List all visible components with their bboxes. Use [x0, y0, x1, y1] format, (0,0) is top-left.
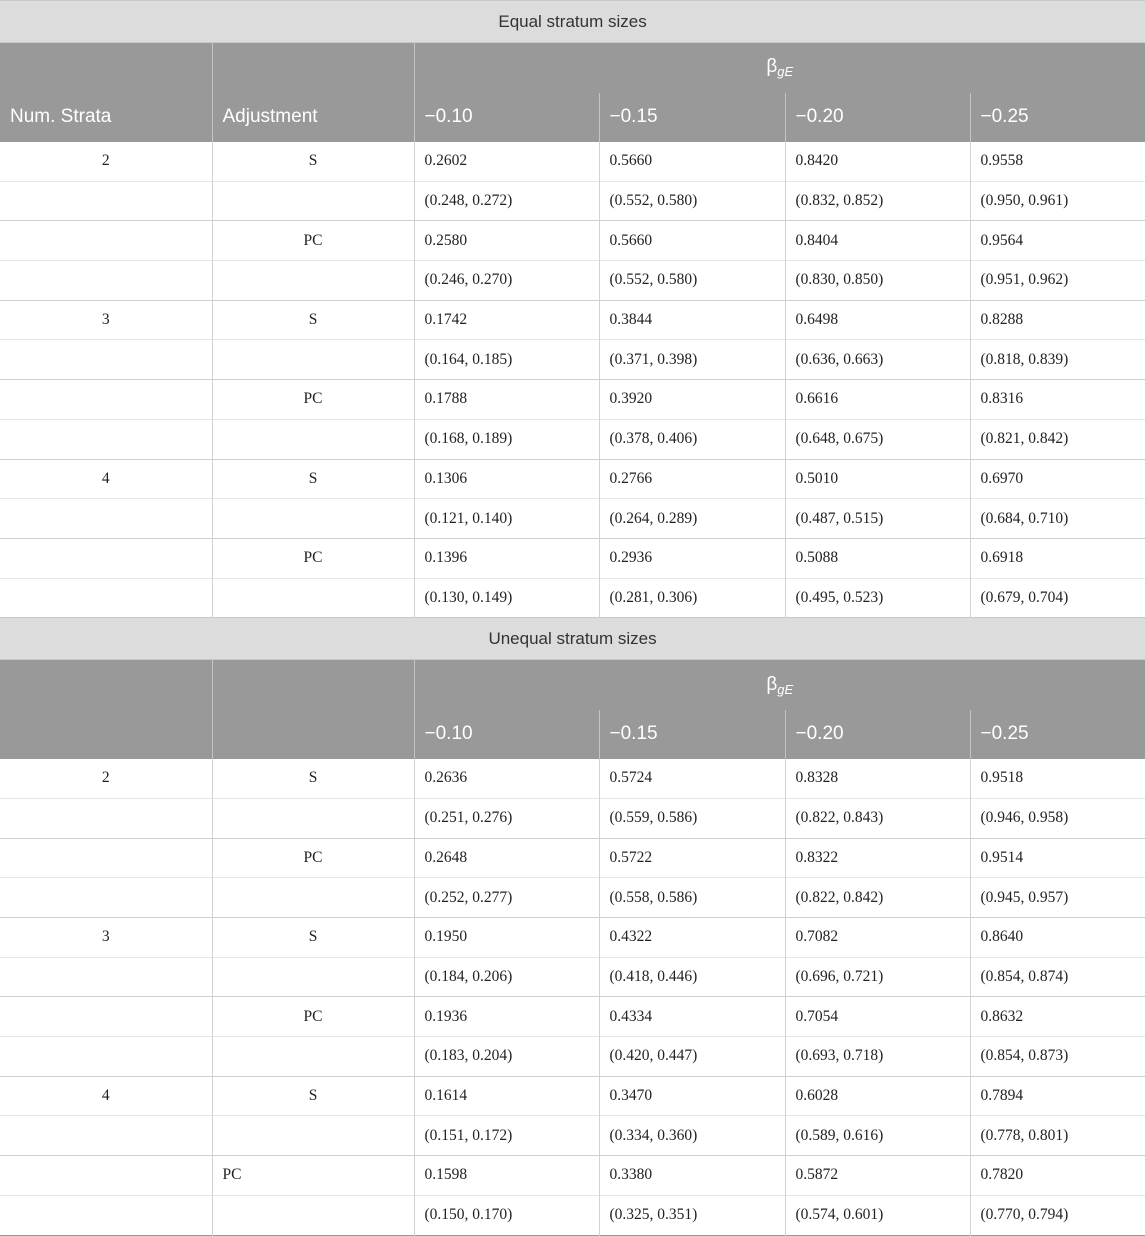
- power-value-cell: 0.5722: [599, 838, 785, 878]
- header-num-strata: [0, 710, 212, 759]
- header-adjustment: Adjustment: [212, 93, 414, 142]
- empty-cell: [212, 578, 414, 618]
- empty-cell: [212, 419, 414, 459]
- num-strata-cell: 3: [0, 300, 212, 340]
- confidence-interval-cell: (0.821, 0.842): [970, 419, 1145, 459]
- power-value-cell: 0.5724: [599, 759, 785, 799]
- table-row-ci: [0, 261, 1145, 301]
- confidence-interval-cell: (0.487, 0.515): [785, 499, 970, 539]
- section-title: Unequal stratum sizes: [0, 618, 1145, 660]
- power-value-cell: 0.3920: [599, 380, 785, 420]
- confidence-interval-cell: (0.121, 0.140): [414, 499, 599, 539]
- table-row-ci: [0, 578, 1145, 618]
- power-value-cell: 0.9518: [970, 759, 1145, 799]
- adjustment-cell: PC: [212, 380, 414, 420]
- confidence-interval-cell: (0.130, 0.149): [414, 578, 599, 618]
- table-row-ci: [0, 181, 1145, 221]
- confidence-interval-cell: (0.574, 0.601): [785, 1195, 970, 1235]
- confidence-interval-cell: (0.950, 0.961): [970, 181, 1145, 221]
- table-row-ci: [0, 1037, 1145, 1077]
- power-value-cell: 0.4334: [599, 997, 785, 1037]
- empty-cell: [0, 878, 212, 918]
- header-blank: [0, 660, 212, 710]
- power-value-cell: 0.8322: [785, 838, 970, 878]
- power-value-cell: 0.5088: [785, 538, 970, 578]
- power-value-cell: 0.6616: [785, 380, 970, 420]
- confidence-interval-cell: (0.648, 0.675): [785, 419, 970, 459]
- power-value-cell: 0.2766: [599, 459, 785, 499]
- num-strata-cell: [0, 838, 212, 878]
- beta-header: [414, 43, 1145, 93]
- confidence-interval-cell: (0.183, 0.204): [414, 1037, 599, 1077]
- confidence-interval-cell: (0.164, 0.185): [414, 340, 599, 380]
- power-value-cell: 0.6918: [970, 538, 1145, 578]
- adjustment-cell: S: [212, 459, 414, 499]
- confidence-interval-cell: (0.150, 0.170): [414, 1195, 599, 1235]
- confidence-interval-cell: (0.418, 0.446): [599, 957, 785, 997]
- power-value-cell: 0.5010: [785, 459, 970, 499]
- section-title-row: [0, 618, 1145, 660]
- confidence-interval-cell: (0.552, 0.580): [599, 261, 785, 301]
- confidence-interval-cell: (0.168, 0.189): [414, 419, 599, 459]
- section-title-row: [0, 1, 1145, 43]
- header-row-beta: [0, 660, 1145, 710]
- empty-cell: [0, 578, 212, 618]
- header-blank: [212, 43, 414, 93]
- confidence-interval-cell: (0.151, 0.172): [414, 1116, 599, 1156]
- num-strata-cell: 4: [0, 1076, 212, 1116]
- confidence-interval-cell: (0.246, 0.270): [414, 261, 599, 301]
- confidence-interval-cell: (0.684, 0.710): [970, 499, 1145, 539]
- table-row: [0, 997, 1145, 1037]
- confidence-interval-cell: (0.371, 0.398): [599, 340, 785, 380]
- empty-cell: [0, 957, 212, 997]
- empty-cell: [212, 1037, 414, 1077]
- table-row-ci: [0, 957, 1145, 997]
- confidence-interval-cell: (0.559, 0.586): [599, 798, 785, 838]
- confidence-interval-cell: (0.558, 0.586): [599, 878, 785, 918]
- adjustment-cell: S: [212, 142, 414, 182]
- power-value-cell: 0.7820: [970, 1156, 1145, 1196]
- table-row: [0, 300, 1145, 340]
- confidence-interval-cell: (0.325, 0.351): [599, 1195, 785, 1235]
- power-value-cell: 0.1950: [414, 918, 599, 958]
- power-value-cell: 0.6498: [785, 300, 970, 340]
- power-value-cell: 0.8288: [970, 300, 1145, 340]
- confidence-interval-cell: (0.264, 0.289): [599, 499, 785, 539]
- adjustment-cell: PC: [212, 838, 414, 878]
- power-value-cell: 0.1306: [414, 459, 599, 499]
- table-row-ci: [0, 499, 1145, 539]
- empty-cell: [0, 798, 212, 838]
- table-row-ci: [0, 1195, 1145, 1235]
- power-value-cell: 0.2580: [414, 221, 599, 261]
- empty-cell: [212, 181, 414, 221]
- confidence-interval-cell: (0.832, 0.852): [785, 181, 970, 221]
- adjustment-cell: PC: [212, 221, 414, 261]
- power-value-cell: 0.9514: [970, 838, 1145, 878]
- confidence-interval-cell: (0.822, 0.843): [785, 798, 970, 838]
- header-beta-value: −0.25: [970, 93, 1145, 142]
- confidence-interval-cell: (0.693, 0.718): [785, 1037, 970, 1077]
- adjustment-cell: S: [212, 1076, 414, 1116]
- header-adjustment: [212, 710, 414, 759]
- empty-cell: [212, 340, 414, 380]
- power-value-cell: 0.7054: [785, 997, 970, 1037]
- num-strata-cell: [0, 997, 212, 1037]
- power-value-cell: 0.8404: [785, 221, 970, 261]
- table-row-ci: [0, 798, 1145, 838]
- confidence-interval-cell: (0.552, 0.580): [599, 181, 785, 221]
- header-beta-value: −0.20: [785, 93, 970, 142]
- adjustment-cell: PC: [212, 1156, 414, 1196]
- table-row: [0, 838, 1145, 878]
- table-row: [0, 1076, 1145, 1116]
- power-value-cell: 0.5872: [785, 1156, 970, 1196]
- confidence-interval-cell: (0.818, 0.839): [970, 340, 1145, 380]
- confidence-interval-cell: (0.830, 0.850): [785, 261, 970, 301]
- confidence-interval-cell: (0.822, 0.842): [785, 878, 970, 918]
- power-value-cell: 0.1788: [414, 380, 599, 420]
- header-beta-value: −0.10: [414, 710, 599, 759]
- confidence-interval-cell: (0.854, 0.873): [970, 1037, 1145, 1077]
- confidence-interval-cell: (0.378, 0.406): [599, 419, 785, 459]
- power-value-cell: 0.2936: [599, 538, 785, 578]
- header-blank: [212, 660, 414, 710]
- power-value-cell: 0.8316: [970, 380, 1145, 420]
- beta-subscript: gE: [777, 681, 794, 697]
- power-value-cell: 0.9558: [970, 142, 1145, 182]
- power-value-cell: 0.1742: [414, 300, 599, 340]
- header-blank: [0, 43, 212, 93]
- empty-cell: [0, 181, 212, 221]
- num-strata-cell: 3: [0, 918, 212, 958]
- num-strata-cell: [0, 538, 212, 578]
- confidence-interval-cell: (0.281, 0.306): [599, 578, 785, 618]
- table-row: [0, 221, 1145, 261]
- power-value-cell: 0.2636: [414, 759, 599, 799]
- empty-cell: [0, 261, 212, 301]
- table-row: [0, 538, 1145, 578]
- empty-cell: [212, 957, 414, 997]
- header-beta-value: −0.20: [785, 710, 970, 759]
- confidence-interval-cell: (0.252, 0.277): [414, 878, 599, 918]
- empty-cell: [0, 419, 212, 459]
- confidence-interval-cell: (0.334, 0.360): [599, 1116, 785, 1156]
- power-value-cell: 0.1614: [414, 1076, 599, 1116]
- power-value-cell: 0.3844: [599, 300, 785, 340]
- table-row-ci: [0, 419, 1145, 459]
- empty-cell: [0, 499, 212, 539]
- header-beta-value: −0.15: [599, 710, 785, 759]
- table-row: [0, 918, 1145, 958]
- num-strata-cell: [0, 1156, 212, 1196]
- power-value-cell: 0.3380: [599, 1156, 785, 1196]
- confidence-interval-cell: (0.679, 0.704): [970, 578, 1145, 618]
- adjustment-cell: PC: [212, 997, 414, 1037]
- beta-subscript: gE: [777, 64, 794, 80]
- adjustment-cell: S: [212, 759, 414, 799]
- empty-cell: [212, 1116, 414, 1156]
- power-value-cell: 0.3470: [599, 1076, 785, 1116]
- table-row-ci: [0, 340, 1145, 380]
- table-row-ci: [0, 878, 1145, 918]
- header-beta-value: −0.10: [414, 93, 599, 142]
- empty-cell: [212, 798, 414, 838]
- power-value-cell: 0.1936: [414, 997, 599, 1037]
- num-strata-cell: [0, 380, 212, 420]
- power-value-cell: 0.7082: [785, 918, 970, 958]
- empty-cell: [212, 878, 414, 918]
- empty-cell: [0, 1195, 212, 1235]
- power-value-cell: 0.1396: [414, 538, 599, 578]
- table-row-ci: [0, 1116, 1145, 1156]
- beta-header: [414, 660, 1145, 710]
- beta-symbol: β: [766, 673, 778, 695]
- power-value-cell: 0.6970: [970, 459, 1145, 499]
- empty-cell: [0, 1037, 212, 1077]
- header-num-strata: Num. Strata: [0, 93, 212, 142]
- section-title: Equal stratum sizes: [0, 1, 1145, 43]
- confidence-interval-cell: (0.248, 0.272): [414, 181, 599, 221]
- confidence-interval-cell: (0.184, 0.206): [414, 957, 599, 997]
- confidence-interval-cell: (0.589, 0.616): [785, 1116, 970, 1156]
- num-strata-cell: 2: [101, 152, 110, 170]
- empty-cell: [212, 1195, 414, 1235]
- confidence-interval-cell: (0.696, 0.721): [785, 957, 970, 997]
- adjustment-cell: PC: [212, 538, 414, 578]
- header-row-columns: [0, 710, 1145, 759]
- empty-cell: [212, 261, 414, 301]
- power-value-cell: 0.2648: [414, 838, 599, 878]
- power-value-cell: 0.8328: [785, 759, 970, 799]
- table-row: [0, 1156, 1145, 1196]
- power-value-cell: 0.5660: [599, 142, 785, 182]
- confidence-interval-cell: (0.778, 0.801): [970, 1116, 1145, 1156]
- power-value-cell: 0.8632: [970, 997, 1145, 1037]
- header-row-beta: [0, 43, 1145, 93]
- adjustment-cell: S: [212, 300, 414, 340]
- empty-cell: [0, 340, 212, 380]
- power-value-cell: 0.7894: [970, 1076, 1145, 1116]
- confidence-interval-cell: (0.770, 0.794): [970, 1195, 1145, 1235]
- power-value-cell: 0.8640: [970, 918, 1145, 958]
- empty-cell: [0, 1116, 212, 1156]
- confidence-interval-cell: (0.951, 0.962): [970, 261, 1145, 301]
- confidence-interval-cell: (0.945, 0.957): [970, 878, 1145, 918]
- power-value-cell: 0.8420: [785, 142, 970, 182]
- table-body: [0, 1, 1145, 1236]
- power-value-cell: 0.9564: [970, 221, 1145, 261]
- table-row: [0, 759, 1145, 799]
- confidence-interval-cell: (0.636, 0.663): [785, 340, 970, 380]
- table-row: [0, 380, 1145, 420]
- num-strata-cell: 4: [0, 459, 212, 499]
- power-value-cell: 0.6028: [785, 1076, 970, 1116]
- confidence-interval-cell: (0.946, 0.958): [970, 798, 1145, 838]
- beta-symbol: β: [766, 56, 778, 78]
- header-row-columns: [0, 93, 1145, 142]
- num-strata-cell: [0, 221, 212, 261]
- power-value-cell: 0.1598: [414, 1156, 599, 1196]
- power-value-cell: 0.2602: [414, 142, 599, 182]
- header-beta-value: −0.15: [599, 93, 785, 142]
- confidence-interval-cell: (0.251, 0.276): [414, 798, 599, 838]
- table-row: [0, 459, 1145, 499]
- header-beta-value: −0.25: [970, 710, 1145, 759]
- table-row: [0, 142, 1145, 182]
- power-value-cell: 0.5660: [599, 221, 785, 261]
- confidence-interval-cell: (0.854, 0.874): [970, 957, 1145, 997]
- confidence-interval-cell: (0.495, 0.523): [785, 578, 970, 618]
- confidence-interval-cell: (0.420, 0.447): [599, 1037, 785, 1077]
- empty-cell: [212, 499, 414, 539]
- num-strata-cell: 2: [101, 769, 110, 787]
- power-value-cell: 0.4322: [599, 918, 785, 958]
- adjustment-cell: S: [212, 918, 414, 958]
